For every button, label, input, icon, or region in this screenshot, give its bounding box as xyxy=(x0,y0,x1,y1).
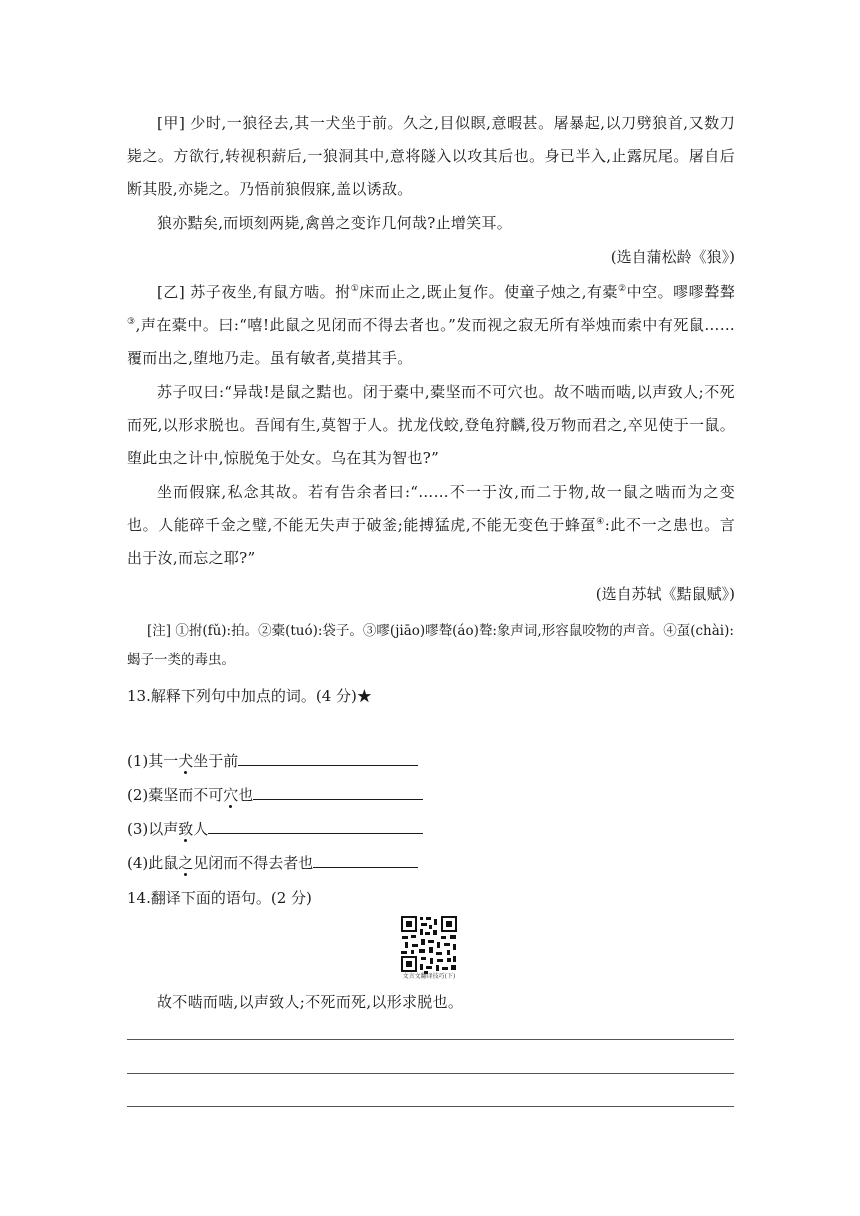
q13-item-1: (1)其一犬坐于前 xyxy=(127,749,418,773)
note-marker-2: ② xyxy=(618,284,627,294)
passage-b-source: (选自苏轼《黠鼠赋》) xyxy=(595,585,735,603)
answer-blank[interactable] xyxy=(238,749,418,766)
dotted-word: 穴 xyxy=(223,786,239,804)
qr-caption: 文言文翻译技巧(下) xyxy=(402,973,456,980)
q13-item-3: (3)以声致人 xyxy=(127,817,423,841)
dotted-word: 致 xyxy=(178,820,194,838)
qr-code-icon[interactable] xyxy=(399,914,459,976)
footnotes: [注] ①拊(fǔ):拍。②橐(tuó):袋子。③嘐(jiāo)嘐聱(áo)聱:象声词,形容鼠咬物的声音。④虿(chài):蝎子一类的毒虫。 xyxy=(127,623,734,668)
passage-b-paragraph-3: 坐而假寐,私念其故。若有告余者曰:“……不一于汝,而二于物,故一鼠之啮而为之变也。人能碎千金之璧,不能无失声于破釜;能搏猛虎,不能无变色于蜂虿④:此不一之患也。言出于汝,而忘之耶?” xyxy=(127,483,735,567)
passage-b-paragraph-1: [乙] 苏子夜坐,有鼠方啮。拊①床而止之,既止复作。使童子烛之,有橐②中空。嘐嘐聱聱③,声在橐中。曰:“嘻!此鼠之见闭而不得去者也。”发而视之寂无所有举烛而索中有死鼠……覆而出之,堕地乃走。虽有敏者,莫措其手。 xyxy=(127,283,736,367)
q13-item-2: (2)橐坚而不可穴也 xyxy=(127,783,423,807)
answer-blank[interactable] xyxy=(253,783,423,800)
q13-item-4: (4)此鼠之见闭而不得去者也 xyxy=(127,851,418,875)
answer-line[interactable] xyxy=(127,1106,734,1107)
note-marker-4: ④ xyxy=(596,517,605,527)
dotted-word: 之 xyxy=(178,854,194,872)
question-14-sentence: 故不啮而啮,以声致人;不死而死,以形求脱也。 xyxy=(157,993,464,1011)
note-marker-3: ③ xyxy=(127,317,136,327)
question-14-title: 14.翻译下面的语句。(2 分) xyxy=(127,889,312,907)
answer-blank[interactable] xyxy=(313,851,418,868)
passage-a-source: (选自蒲松龄《狼》) xyxy=(610,248,735,266)
answer-line[interactable] xyxy=(127,1039,734,1040)
passage-b-paragraph-2: 苏子叹曰:“异哉!是鼠之黠也。闭于橐中,橐坚而不可穴也。故不啮而啮,以声致人;不死而死,以形求脱也。吾闻有生,莫智于人。扰龙伐蛟,登龟狩麟,役万物而君之,卒见使于一鼠。堕此虫之计中,惊脱兔于处女。乌在其为智也?” xyxy=(127,383,735,467)
passage-a-paragraph-2: 狼亦黠矣,而顷刻两毙,禽兽之变诈几何哉?止增笑耳。 xyxy=(157,214,513,232)
dotted-word: 犬 xyxy=(178,752,194,770)
passage-a-paragraph-1: [甲] 少时,一狼径去,其一犬坐于前。久之,目似瞑,意暇甚。屠暴起,以刀劈狼首,又数刀毙之。方欲行,转视积薪后,一狼洞其中,意将隧入以攻其后也。身已半入,止露尻尾。屠自后断其股,亦毙之。乃悟前狼假寐,盖以诱敌。 xyxy=(127,114,735,198)
question-13-title: 13.解释下列句中加点的词。(4 分)★ xyxy=(127,687,372,705)
answer-blank[interactable] xyxy=(208,817,423,834)
note-marker-1: ① xyxy=(350,284,360,294)
answer-line[interactable] xyxy=(127,1073,734,1074)
